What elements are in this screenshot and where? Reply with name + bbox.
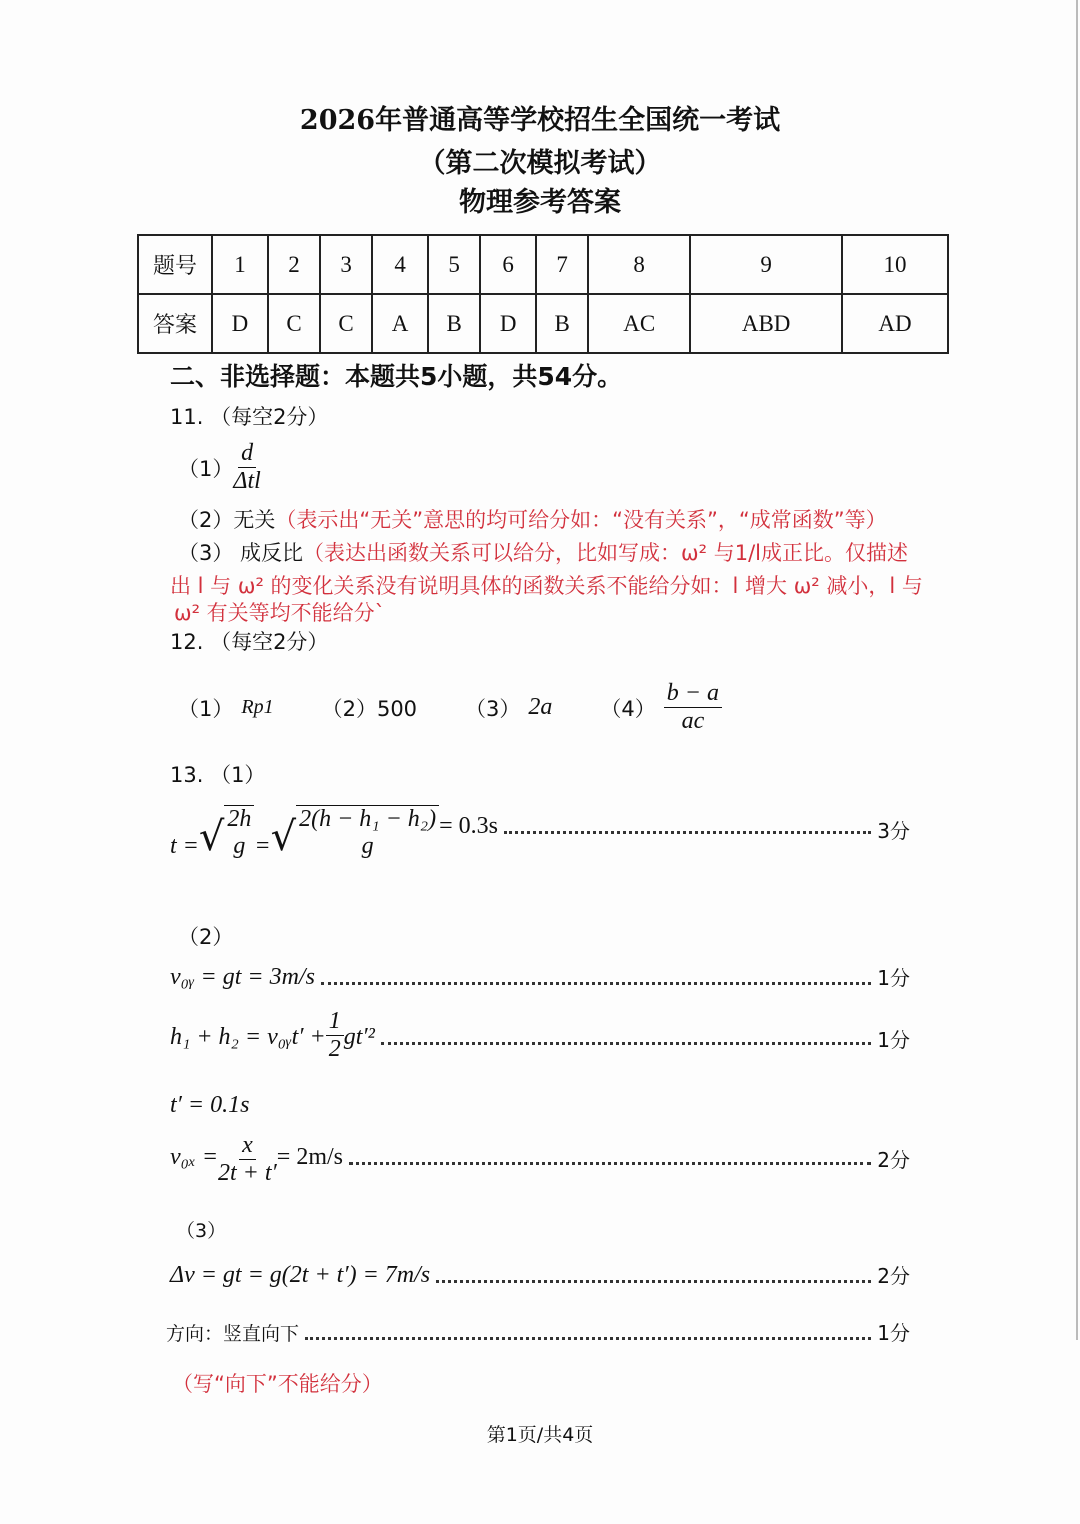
score: 2分 — [877, 1148, 910, 1172]
answer-cell: D — [212, 294, 268, 353]
part-answer: （3） 成反比 — [178, 541, 304, 565]
q12-answers — [178, 680, 722, 735]
q13-formula-3 — [170, 1008, 910, 1063]
answer-cell: C — [320, 294, 372, 353]
dot-leader — [504, 831, 871, 834]
answer-cell: AD — [842, 294, 948, 353]
q13-part3: （3） — [176, 1220, 227, 1242]
page-footer: 第1页/共4页 — [486, 1424, 594, 1446]
question-number: 3 — [320, 235, 372, 294]
q13-part2: （2） — [178, 925, 234, 949]
numerator: d — [238, 440, 256, 468]
q11-part2 — [178, 504, 887, 534]
part-label: （1） — [178, 696, 234, 721]
numerator: b − a — [664, 680, 722, 708]
result: = 2m/s — [276, 1144, 344, 1170]
table-row-answers — [138, 294, 948, 353]
denominator: ac — [681, 708, 705, 734]
q13-formula-1: t = √ 2h g = √ 2(h − h₁ − h₂) g = 0.3s 3分 — [170, 806, 910, 860]
denominator: Δtl — [233, 468, 261, 494]
score: 3分 — [877, 819, 910, 843]
denominator: g — [233, 833, 246, 859]
part-label: （1） — [178, 456, 234, 481]
question-number: 6 — [480, 235, 536, 294]
fraction — [224, 805, 254, 860]
fraction — [326, 1008, 344, 1063]
formula: v₀ᵧ = gt = 3m/s — [170, 964, 315, 990]
q13-direction — [166, 1317, 910, 1346]
fraction — [296, 805, 439, 860]
grading-note: （表达出函数关系可以给分，比如写成：ω² 与1/l成正比。仅描述 — [303, 541, 908, 565]
formula: h₁ + h₂ = v₀ᵧt′ + — [170, 1024, 326, 1050]
part-answer: （2）无关 — [178, 508, 276, 532]
score: 1分 — [877, 1321, 910, 1345]
q13-formula-6 — [170, 1260, 910, 1289]
formula: v₀ₓ = — [170, 1144, 219, 1170]
answer-cell: A — [372, 294, 428, 353]
score: 1分 — [877, 1028, 910, 1052]
score: 1分 — [877, 966, 910, 990]
answer-cell: B — [428, 294, 480, 353]
question-number: 9 — [690, 235, 842, 294]
fraction — [664, 680, 722, 735]
result: = 0.3s — [439, 813, 499, 839]
q13-label: 13. （1） — [170, 763, 266, 787]
q11-part3 — [178, 537, 908, 567]
numerator: 1 — [326, 1008, 344, 1036]
grading-note: （表示出“无关”意思的均可给分如：“没有关系”，“成常函数”等） — [275, 508, 887, 532]
score: 2分 — [877, 1264, 910, 1288]
q13-formula-4: t′ = 0.1s — [170, 1092, 250, 1118]
exam-subtitle: （第二次模拟考试） — [418, 148, 662, 179]
denominator: 2t + t′ — [218, 1160, 277, 1186]
dot-leader — [436, 1280, 871, 1283]
answer: 2a — [528, 694, 553, 720]
question-number: 8 — [588, 235, 690, 294]
answer-cell: B — [536, 294, 588, 353]
question-number: 2 — [268, 235, 320, 294]
dot-leader — [305, 1337, 871, 1340]
formula: t = — [170, 833, 199, 859]
question-number: 4 — [372, 235, 428, 294]
q11-label: 11. （每空2分） — [170, 405, 329, 429]
q11-part1 — [178, 440, 261, 495]
answer-cell: AC — [588, 294, 690, 353]
part-label: （4） — [600, 696, 656, 721]
dot-leader — [349, 1162, 871, 1165]
grading-note-line3: ω² 有关等均不能给分` — [174, 601, 386, 625]
question-number: 1 — [212, 235, 268, 294]
grading-note: （写“向下”不能给分） — [172, 1372, 383, 1396]
question-number: 5 — [428, 235, 480, 294]
row-label: 答案 — [138, 294, 212, 353]
dot-leader — [321, 982, 871, 985]
section-heading: 二、非选择题：本题共5小题，共54分。 — [170, 362, 623, 391]
exam-title: 2026年普通高等学校招生全国统一考试 — [299, 105, 781, 136]
part-label: （3） — [465, 696, 521, 721]
table-row-numbers — [138, 235, 948, 294]
sqrt-icon: √ — [198, 814, 225, 860]
dot-leader — [381, 1042, 871, 1045]
grading-note-line2: 出 l 与 ω² 的变化关系没有说明具体的函数关系不能给分如：l 增大 ω² 减小，l 与 — [170, 574, 923, 598]
answer-cell: ABD — [690, 294, 842, 353]
denominator: 2 — [328, 1036, 341, 1062]
answer-cell: D — [480, 294, 536, 353]
row-label: 题号 — [138, 235, 212, 294]
q13-formula-2 — [170, 962, 910, 991]
answer: （2）500 — [321, 696, 418, 721]
answer-title: 物理参考答案 — [459, 187, 621, 218]
q13-formula-5 — [170, 1132, 910, 1187]
question-number: 7 — [536, 235, 588, 294]
answer: Rp1 — [241, 696, 274, 718]
formula: gt′² — [343, 1024, 375, 1050]
fraction — [233, 440, 260, 495]
question-number: 10 — [842, 235, 948, 294]
direction-answer: 方向：竖直向下 — [166, 1323, 300, 1345]
answer-cell: C — [268, 294, 320, 353]
numerator: 2(h − h₁ − h₂) — [299, 806, 437, 832]
q12-label: 12. （每空2分） — [170, 630, 329, 654]
formula: Δv = gt = g(2t + t′) = 7m/s — [170, 1262, 431, 1288]
numerator: 2h — [227, 806, 252, 832]
denominator: g — [361, 833, 374, 859]
answer-table — [137, 234, 949, 354]
numerator: x — [239, 1132, 256, 1160]
sqrt-icon: √ — [270, 814, 297, 860]
fraction — [218, 1132, 277, 1187]
